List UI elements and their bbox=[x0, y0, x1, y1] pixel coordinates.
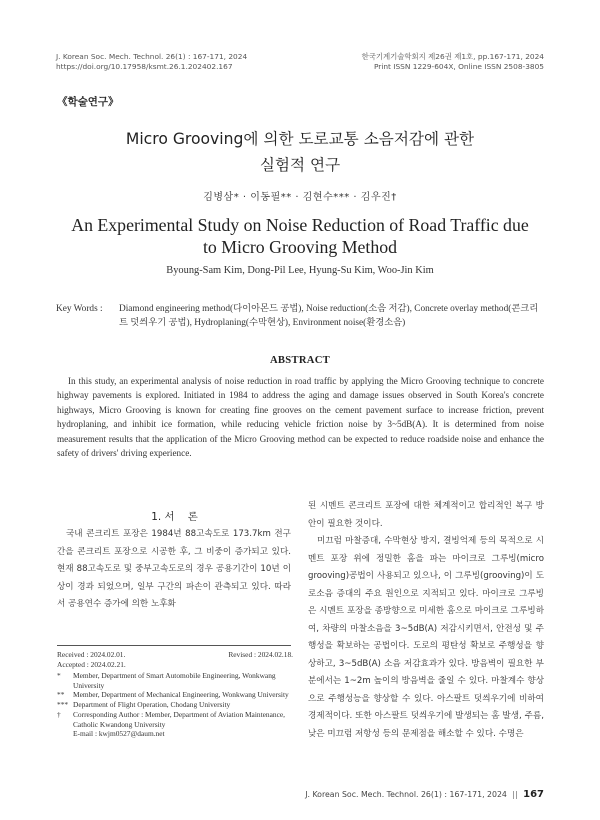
title-korean-line-2: 실험적 연구 bbox=[259, 156, 341, 174]
footnote-item bbox=[57, 671, 293, 690]
title-english bbox=[0, 214, 600, 258]
issn-info: Print ISSN 1229-604X, Online ISSN 2508-3805 bbox=[373, 62, 544, 71]
journal-citation-korean: 한국기계기술학회지 제26권 제1호, pp.167-171, 2024 bbox=[361, 52, 544, 61]
abstract-heading: ABSTRACT bbox=[269, 355, 331, 366]
keywords-text: Diamond engineering method(다이아몬드 공법), Noise reduction(소음 저감), Concrete overlay method(콘크리트 덧씌우기 공법), Hydroplaning(수막현상), Environment noise(환경소음) bbox=[119, 304, 539, 328]
footnote-mark: ** bbox=[57, 690, 65, 700]
page-footer bbox=[305, 789, 544, 800]
corresponding-email[interactable]: E-mail : kwjm0527@daum.net bbox=[73, 729, 165, 739]
footnote-item bbox=[57, 729, 293, 739]
journal-citation: J. Korean Soc. Mech. Technol. 26(1) : 167-171, 2024 bbox=[56, 52, 248, 61]
title-korean-line-1: Micro Grooving에 의한 도로교통 소음저감에 관한 bbox=[125, 130, 475, 148]
footnote-item bbox=[57, 690, 293, 700]
intro-left-paragraph: 국내 콘크리트 포장은 1984년 88고속도로 173.7km 전구간을 콘크리트 포장으로 시공한 후, 그 비중이 증가되고 있다. 현재 88고속도로 및 중부고속도로의 경우 공용기간이 10년 이상이 경과 되었으며, 일부 구간의 파손이 관측되고 있다. 따라서 공용연수 증가에 의한 노후화 bbox=[57, 529, 291, 609]
intro-right-paragraph: 미끄럼 마찰증대, 수막현상 방지, 결빙억제 등의 목적으로 시멘트 포장 위에 정밀한 홈을 파는 마이크로 그루빙(micro grooving)공법이 사용되고 있으나, 이 그루빙(grooving)이 도로소음 증대의 주요 원인으로 지적되고 있다. 마이크로 그루빙은 시멘트 포장을 종방향으로 미세한 홈으로 마이크로 그루빙하여, 차량의 마찰소음을 3~5dB(A) 저감시키면서, 안전성 및 주행성을 확보하는 공법이다. 도로의 평탄성 확보로 주행성을 향상하고, 3~5dB(A) 소음 저감효과가 있다. 방음벽이 필요한 부분에서는 1~2m 높이의 방음벽을 줄일 수 있다. 마찰계수 향상으로 주행성능을 향상할 수 있다. 아스팔트 덧씌우기에 비하여 경제적이다. 또한 아스팔트 덧씌우기에 발생되는 홈 발생, 주름, 낮은 미끄럼 저항성 등의 문제점을 해소할 수 있다. 수명은 bbox=[308, 536, 544, 739]
section-heading-introduction: 1. 서 론 bbox=[151, 511, 198, 523]
running-header-left bbox=[56, 52, 247, 72]
keywords-label: Key Words : bbox=[56, 304, 103, 314]
footnote-text: Member, Department of Mechanical Engineering, Wonkwang University bbox=[73, 690, 289, 700]
running-header-right bbox=[362, 52, 544, 72]
authors-korean: 김병삼* · 이동필** · 김현수*** · 김우진† bbox=[203, 192, 397, 203]
footer-separator: || bbox=[512, 790, 518, 799]
footnote-mark: † bbox=[57, 709, 61, 719]
title-english-line-2: to Micro Grooving Method bbox=[202, 237, 398, 257]
footnote-text: Member, Department of Smart Automobile Engineering, Wonkwang University bbox=[73, 671, 276, 690]
intro-right-continuation: 된 시멘트 콘크리트 포장에 대한 체계적이고 합리적인 복구 방안이 필요한 것이다. bbox=[308, 501, 544, 529]
footnote-divider bbox=[57, 645, 291, 646]
authors-english: Byoung-Sam Kim, Dong-Pil Lee, Hyung-Su Kim, Woo-Jin Kim bbox=[166, 265, 434, 276]
doi-link[interactable]: https://doi.org/10.17958/ksmt.26.1.202402.167 bbox=[56, 62, 233, 71]
footer-citation: J. Korean Soc. Mech. Technol. 26(1) : 167-171, 2024 bbox=[305, 790, 507, 799]
footnote-text: Department of Flight Operation, Chodang University bbox=[73, 700, 231, 710]
accepted-date: Accepted : 2024.02.21. bbox=[57, 660, 126, 669]
revised-date: Revised : 2024.02.18. bbox=[228, 650, 293, 659]
article-category: 《학술연구》 bbox=[57, 96, 119, 108]
received-revised-dates bbox=[57, 650, 293, 660]
page-number: 167 bbox=[523, 789, 544, 800]
footnote-mark: *** bbox=[57, 700, 69, 710]
abstract-body: In this study, an experimental analysis of noise reduction in road traffic by applying the Micro Grooving technique to concrete highway pavements is explored. Initiated in 1984 to address the aging and damage issues observed in South Korea's concrete highways, Micro Grooving is known for creating fine grooves on the cement pavement surface to increase friction, prevent hydroplaning, and inhibit ice formation, while reducing vehicle friction noise by 3~5dB(A). It is determined from noise measurement results that the application of the Micro Grooving method can be expected to reduce roadside noise and enhance the safety of drivers' driving experience. bbox=[57, 376, 544, 459]
received-date: Received : 2024.02.01. bbox=[57, 650, 126, 659]
footnote-list bbox=[57, 671, 293, 739]
title-english-line-1: An Experimental Study on Noise Reduction of Road Traffic due bbox=[71, 215, 529, 235]
title-korean bbox=[0, 126, 600, 178]
footnote-item bbox=[57, 700, 293, 710]
footnote-item bbox=[57, 710, 293, 729]
footnote-text: Corresponding Author : Member, Department of Aviation Maintenance, Catholic Kwandong University bbox=[73, 709, 285, 729]
keywords-block bbox=[56, 302, 546, 330]
footnote-mark: * bbox=[57, 671, 61, 680]
footnote-mark bbox=[57, 729, 73, 739]
